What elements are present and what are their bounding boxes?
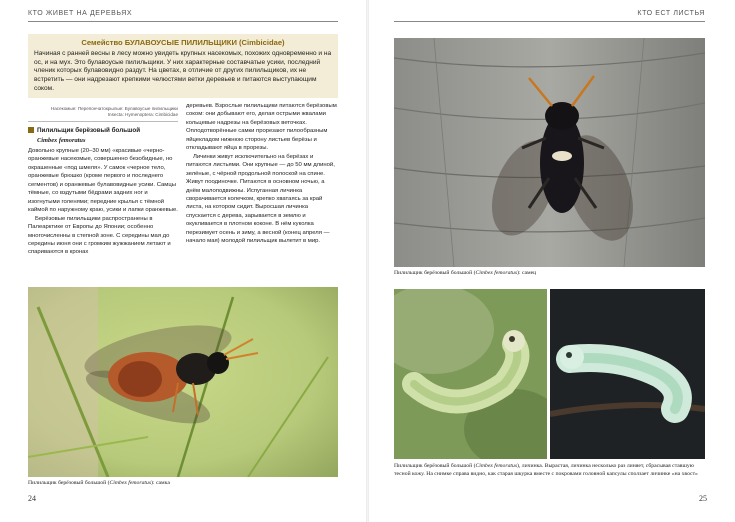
- photo-caption-larva: [394, 463, 705, 479]
- family-intro-box: [28, 34, 338, 98]
- square-bullet-icon: [28, 127, 34, 133]
- family-intro-text: Начиная с ранней весны в лесу можно увидеть крупных насекомых, похожих одновременно и на ос, и на мух. Это булавоусые пилильщики. У них характерные составчатые усики, последний членик которых булавовидно раздут. На цветах, в отличие от других пилильщиков, их не встретить — они надрезают крепкими челюстями ветки деревьев и питаются выступающим соком.: [34, 50, 332, 92]
- caption-latin: Cimbex femoratus: [475, 270, 518, 276]
- family-title: Семейство БУЛАВОУСЫЕ ПИЛИЛЬЩИКИ (Cimbicidae): [81, 38, 285, 47]
- photo-larva-left: [394, 289, 547, 459]
- caption-prefix: Пилильщик берёзовый большой (: [394, 463, 476, 469]
- species-name: Пилильщик берёзовый большой: [37, 127, 141, 134]
- caption-latin: Cimbex femoratus: [475, 463, 518, 469]
- taxonomy-line-russian: Насекомые: Перепончатокрылые: Булавоусые пилильщики: [50, 106, 178, 111]
- species-latin-name: Cimbex femoratus: [37, 137, 86, 144]
- taxonomy-note: [28, 106, 178, 122]
- caption-prefix: Пилильщик берёзовый большой (: [28, 480, 110, 486]
- caption-latin: Cimbex femoratus: [109, 480, 152, 486]
- caption-suffix: ): самка: [151, 480, 170, 486]
- paragraph: Довольно крупные (20–30 мм) «красивые «черно-оранжевые насекомые, совершенно безобидные, но окрашенные «под шмеля». У самок «черное тело, оранжевые брюшко (кроме первого и последнего сегментов) и оранжевые булавовидные усики. Самцы тёмные, со вздутыми бёдрами задних ног и изогнутыми голенями; передние крылья с тёмной каймой по наружному краю, усики и лапки оранжевые.: [28, 148, 178, 214]
- running-head-left: КТО ЖИВЕТ НА ДЕРЕВЬЯХ: [28, 10, 338, 22]
- caption-suffix: ), личинка. Вырастая, личинка несколько раз линяет, сбрасывая ставшую тесной кожу. На снимке справа видно, как старая шкурка вместе с покровами головной капсулы сползает личинке «на хвост»: [394, 463, 698, 477]
- photo-caption-female: [28, 480, 338, 488]
- paragraph: Личинки живут исключительно на берёзах и питаются листьями. Они крупные — до 50 мм длиной, зелёные, с чёрной продольной полоской на спине. Живут поодиночке. Питаются в основном ночью, а днём малоподвижны. Испуганная личинка сворачивается колечком, крепко хватаясь за край листа, на котором сидит. Выросшая личинка спускается с дерева, зарывается в землю и окукливается в плотном коконе. В нём куколка перезимует осень и зиму, а весной (конец апреля — начало мая) молодой пилильщик вылетит в мир.: [186, 153, 335, 245]
- paragraph: Берёзовые пилильщики распространены в Палеарктике от Европы до Японии; особенно многочисленны в степной зоне. С середины мая до середины июня они с громким жужжанием летают и спариваются в кронах: [28, 215, 171, 256]
- photo-caption-male: [394, 270, 705, 278]
- caption-prefix: Пилильщик берёзовый большой (: [394, 270, 476, 276]
- running-head-right: КТО ЕСТ ЛИСТЬЯ: [394, 10, 705, 22]
- photo-female-sawfly: [28, 287, 338, 477]
- species-heading: [28, 127, 178, 134]
- photo-larva-right: [550, 289, 705, 459]
- caption-suffix: ): самец: [517, 270, 537, 276]
- page-number-right: 25: [699, 494, 707, 503]
- paragraph: деревьев. Взрослые пилильщики питаются берёзовым соком: они добывают его, делая острыми жвалами кольцевые надрезы на берёзовых веточках. Оплодотворённые самки прорезают пилообразным яйцекладом нижнюю сторону листьев берёзы и откладывают яйца в прорезы.: [186, 103, 337, 152]
- page-number-left: 24: [28, 494, 36, 503]
- text-column-b: [186, 102, 338, 246]
- taxonomy-line-latin: Insecta: Hymenoptera: Cimbicidae: [107, 112, 178, 117]
- text-column-a: [28, 147, 178, 257]
- photo-male-sawfly: [394, 38, 705, 267]
- right-page: [369, 0, 735, 522]
- left-page: [0, 0, 366, 522]
